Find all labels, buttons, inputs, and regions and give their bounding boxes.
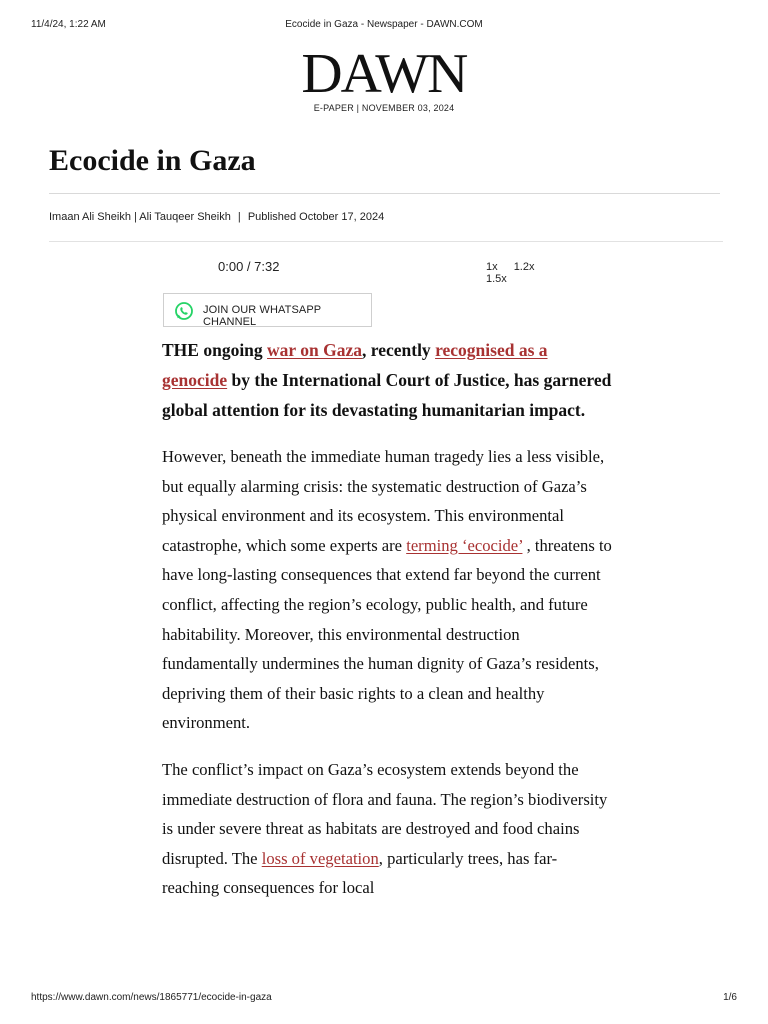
print-header (31, 19, 737, 33)
byline-authors[interactable]: Imaan Ali Sheikh | Ali Tauqeer Sheikh (49, 211, 231, 223)
print-date: 11/4/24, 1:22 AM (31, 19, 106, 30)
print-footer (31, 992, 737, 1006)
article-body (162, 335, 614, 903)
audio-player (218, 259, 578, 285)
published-date: Published October 17, 2024 (247, 211, 385, 223)
war-on-gaza-link[interactable]: war on Gaza (267, 340, 362, 360)
byline (49, 211, 384, 223)
paragraph-2-text-1: However, beneath the immediate human tragedy lies a less visible, but equally alarming crisis: the systematic destruction of Gaza’s physical environment and its ecosystem. This environmental catastrophe, which some experts are (162, 447, 605, 555)
paragraph-3 (162, 755, 614, 903)
paragraph-2 (162, 442, 614, 738)
paragraph-3-text-2: , particularly trees, has far-reaching consequences for local (162, 848, 558, 898)
speed-1-5x-button[interactable]: 1.5x (486, 273, 507, 285)
article-headline: Ecocide in Gaza (49, 144, 256, 177)
dawn-logo[interactable]: DAWN (301, 43, 467, 105)
paragraph-2-text-2: , threatens to have long-lasting consequences that extend far beyond the current conflict, affecting the region’s ecology, public health, and future habitability. Moreover, this environmental destruction fundamentally undermines the human dignity of Gaza’s residents, depriving them of their basic rights to a clean and healthy environment. (162, 535, 612, 733)
lede-text-1: THE ongoing (162, 340, 268, 360)
playback-speeds (486, 261, 578, 285)
headline-divider (49, 193, 720, 194)
article-lede (162, 335, 614, 425)
byline-separator: | (237, 211, 241, 223)
byline-divider (49, 241, 723, 242)
edition-line: E-PAPER | NOVEMBER 03, 2024 (313, 103, 455, 113)
terming-ecocide-link[interactable]: terming ‘ecocide’ (406, 535, 523, 555)
whatsapp-channel-label: JOIN OUR WHATSAPP CHANNEL (203, 304, 322, 328)
audio-time: 0:00 / 7:32 (218, 259, 280, 274)
print-page-number: 1/6 (723, 992, 737, 1003)
whatsapp-icon (174, 301, 194, 321)
speed-1x-button[interactable]: 1x (486, 261, 498, 273)
lede-text-2: , recently (362, 340, 436, 360)
lede-text-3: by the International Court of Justice, has garnered global attention for its devastating humanitarian impact. (162, 370, 612, 420)
print-url: https://www.dawn.com/news/1865771/ecocide-in-gaza (31, 992, 272, 1003)
print-page-title: Ecocide in Gaza - Newspaper - DAWN.COM (285, 19, 483, 30)
recognised-as-genocide-link[interactable]: recognised as a genocide (162, 340, 548, 390)
paragraph-3-text-1: The conflict’s impact on Gaza’s ecosystem extends beyond the immediate destruction of flora and fauna. The region’s biodiversity is under severe threat as habitats are destroyed and food chains disrupted. The (162, 759, 608, 868)
speed-1-2x-button[interactable]: 1.2x (513, 261, 535, 273)
loss-of-vegetation-link[interactable]: loss of vegetation (261, 848, 379, 868)
masthead (0, 43, 768, 113)
whatsapp-channel-button[interactable] (163, 293, 372, 327)
